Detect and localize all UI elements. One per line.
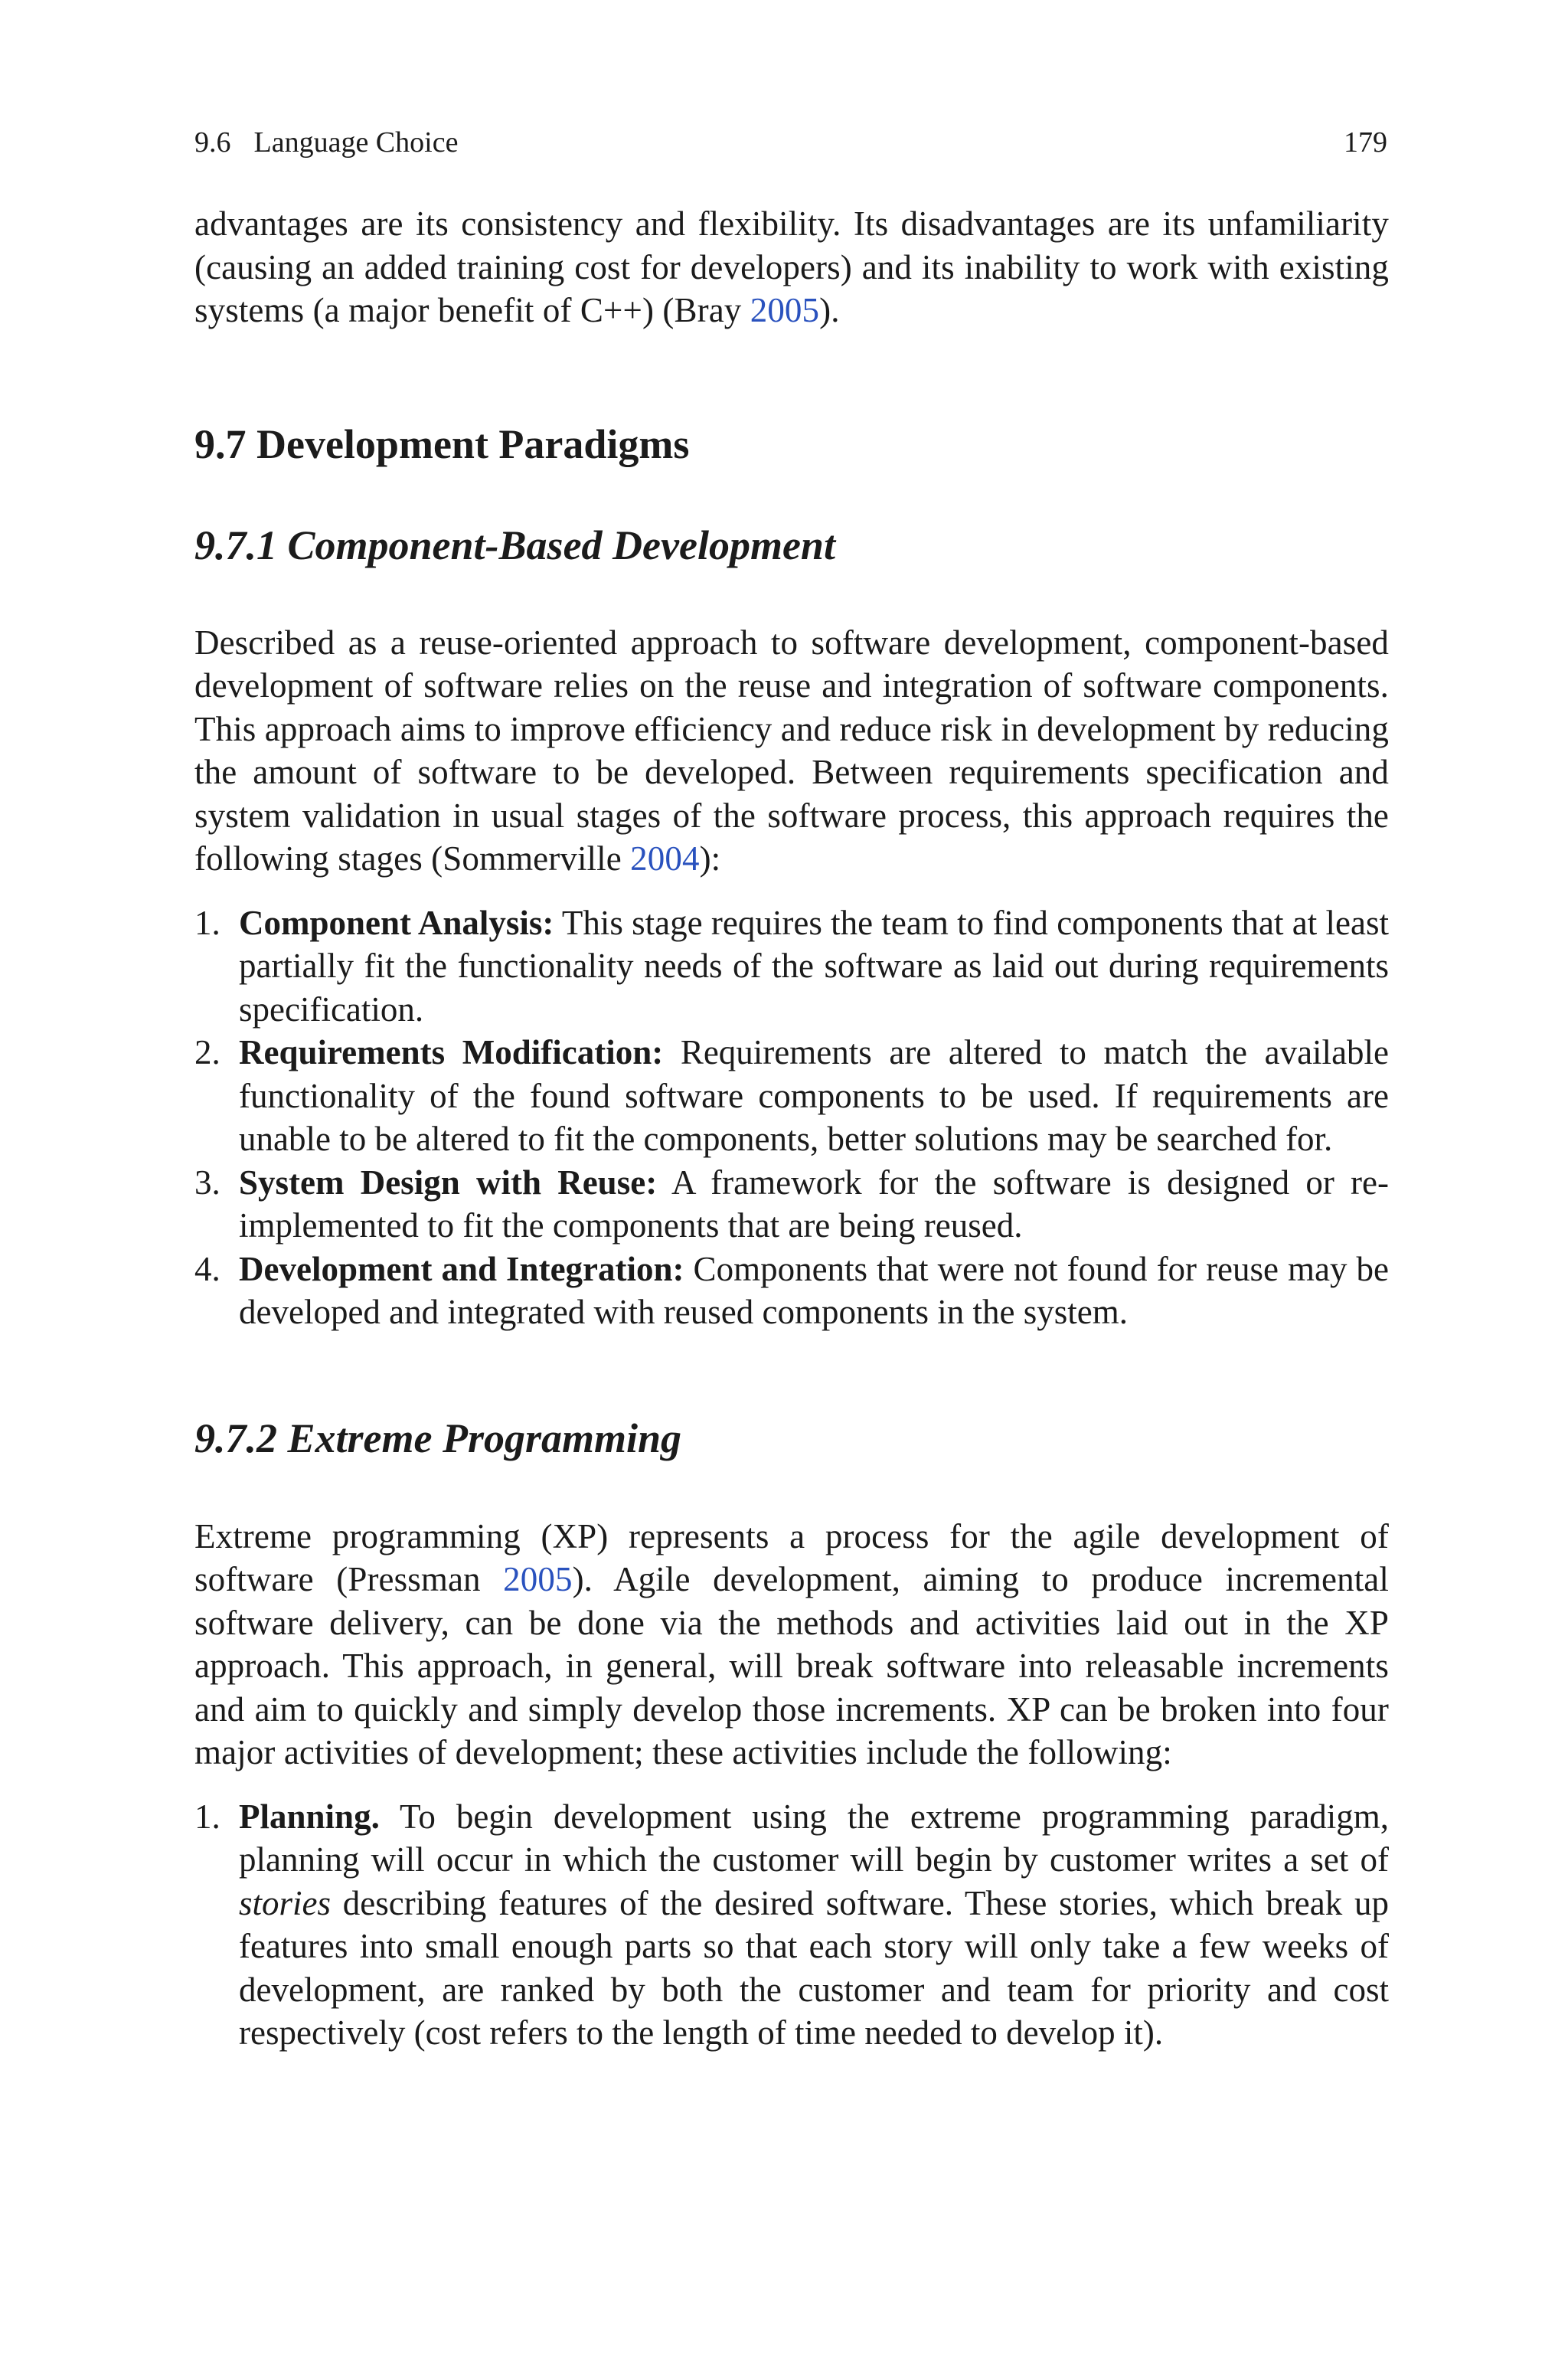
list-text-end: describing features of the desired software. These stories, which break up features into small enough parts so that each story will only take a few weeks of development, are ranked by both the customer and team for priority and cost respectively (cost refers to the length of time needed to develop it). xyxy=(239,1883,1389,2052)
list-item xyxy=(194,901,1389,1032)
list-text: Requirements are altered to match the available functionality of the found software components to be used. If requirements are unable to be altered to fit the components, better solutions may be searched for. xyxy=(239,1033,1390,1158)
header-section-number: 9.6 xyxy=(194,126,231,159)
subsection-heading xyxy=(194,521,1389,570)
list-marker: 4. xyxy=(194,1249,220,1288)
xp-activities-list xyxy=(194,1795,1389,2055)
list-term: Planning. xyxy=(239,1797,380,1836)
list-item xyxy=(194,1795,1389,2055)
intro-text: advantages are its consistency and flexibility. Its disadvantages are its unfamiliarity (causing an added training cost for developers) and its inability to work with existing systems (a major benefit of C++) (Bray xyxy=(194,204,1389,329)
paragraph-text: Described as a reuse-oriented approach to software development, component-based development of software relies on the reuse and integration of software components. This approach aims to improve efficiency and reduce risk in development by reducing the amount of software to be developed. Between requirements specification and system validation in usual stages of the software process, this approach requires the following stages (Sommerville xyxy=(194,623,1389,878)
citation-link[interactable]: 2005 xyxy=(503,1560,573,1598)
component-stages-list xyxy=(194,901,1389,1334)
subsection-number: 9.7.2 xyxy=(194,1415,277,1461)
list-item xyxy=(194,1031,1389,1161)
list-term: Component Analysis: xyxy=(239,903,554,942)
list-marker: 1. xyxy=(194,1797,220,1836)
intro-paragraph xyxy=(194,202,1389,332)
list-term: Development and Integration: xyxy=(239,1249,684,1288)
paragraph-text: Extreme programming (XP) represents a process for the agile development of software (Pressman xyxy=(194,1516,1389,1598)
component-paragraph xyxy=(194,621,1389,881)
list-marker: 1. xyxy=(194,903,220,942)
list-item xyxy=(194,1161,1389,1248)
section-number: 9.7 xyxy=(194,420,247,467)
paragraph-text-end: ): xyxy=(699,839,721,878)
list-item xyxy=(194,1248,1389,1334)
section-title: Development Paradigms xyxy=(256,420,690,467)
subsection-title: Extreme Programming xyxy=(287,1415,682,1461)
list-term: Requirements Modification: xyxy=(239,1033,664,1071)
list-marker: 2. xyxy=(194,1033,220,1071)
list-marker: 3. xyxy=(194,1163,220,1202)
section-heading xyxy=(194,420,1389,469)
subsection-number: 9.7.1 xyxy=(194,522,277,568)
citation-link[interactable]: 2005 xyxy=(750,291,820,329)
emphasis-text: stories xyxy=(239,1883,332,1922)
page-content xyxy=(194,202,1389,2055)
list-term: System Design with Reuse: xyxy=(239,1163,658,1202)
subsection-title: Component-Based Development xyxy=(287,522,835,568)
list-text: To begin development using the extreme programming paradigm, planning will occur in which the customer will begin by customer writes a set of xyxy=(239,1797,1389,1879)
page-number: 179 xyxy=(1344,126,1387,159)
list-text: Components that were not found for reuse may be developed and integrated with reused components in the system. xyxy=(239,1249,1390,1331)
intro-text-end: ). xyxy=(819,291,840,329)
running-header xyxy=(194,124,1387,161)
citation-link[interactable]: 2004 xyxy=(630,839,700,878)
paragraph-text-end: ). Agile development, aiming to produce incremental software delivery, can be done via the methods and activities laid out in the XP approach. This approach, in general, will break software into releasable increments and aim to quickly and simply develop those increments. XP can be broken into four major activities of development; these activities include the following: xyxy=(194,1560,1389,1771)
xp-paragraph xyxy=(194,1515,1389,1775)
subsection-heading xyxy=(194,1414,1389,1463)
running-header-section xyxy=(194,124,458,161)
list-text: A framework for the software is designed or re-implemented to fit the components that are being reused. xyxy=(239,1163,1389,1245)
header-section-title: Language Choice xyxy=(253,126,459,159)
list-text: This stage requires the team to find components that at least partially fit the functionality needs of the software as laid out during requirements specification. xyxy=(239,903,1389,1029)
